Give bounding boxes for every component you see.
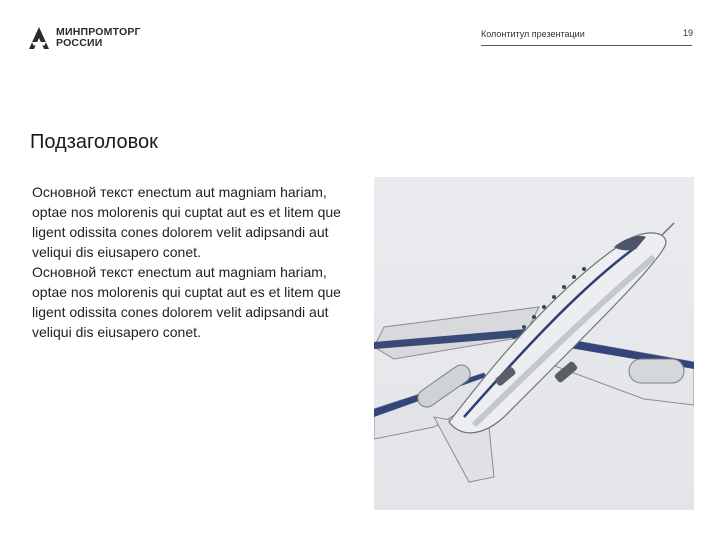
subheading: Подзаголовок: [30, 130, 158, 153]
logo-wordmark: [56, 27, 141, 49]
logo-mark-icon: [28, 26, 50, 50]
brand-logo: [28, 26, 141, 50]
page-number: 19: [683, 28, 694, 38]
aircraft-photo: [374, 177, 694, 510]
header-divider: [481, 45, 692, 46]
logo-line-2: РОССИИ: [56, 37, 103, 49]
aircraft-illustration: [374, 177, 694, 510]
logo-line-1: МИНПРОМТОРГ: [56, 26, 141, 38]
body-paragraph-2: Основной текст enectum aut magniam hariam, optae nos molorenis qui cuptat aut es et litem que ligent odissita cones dolorem velit adipsandi aut veliqui dis eiusapero conet.: [32, 264, 341, 340]
header-caption: Колонтитул презентации: [481, 29, 585, 39]
body-paragraph-1: Основной текст enectum aut magniam hariam, optae nos molorenis qui cuptat aut es et litem que ligent odissita cones dolorem velit adipsandi aut veliqui dis eiusapero conet.: [32, 184, 341, 260]
body-text: [32, 182, 352, 342]
